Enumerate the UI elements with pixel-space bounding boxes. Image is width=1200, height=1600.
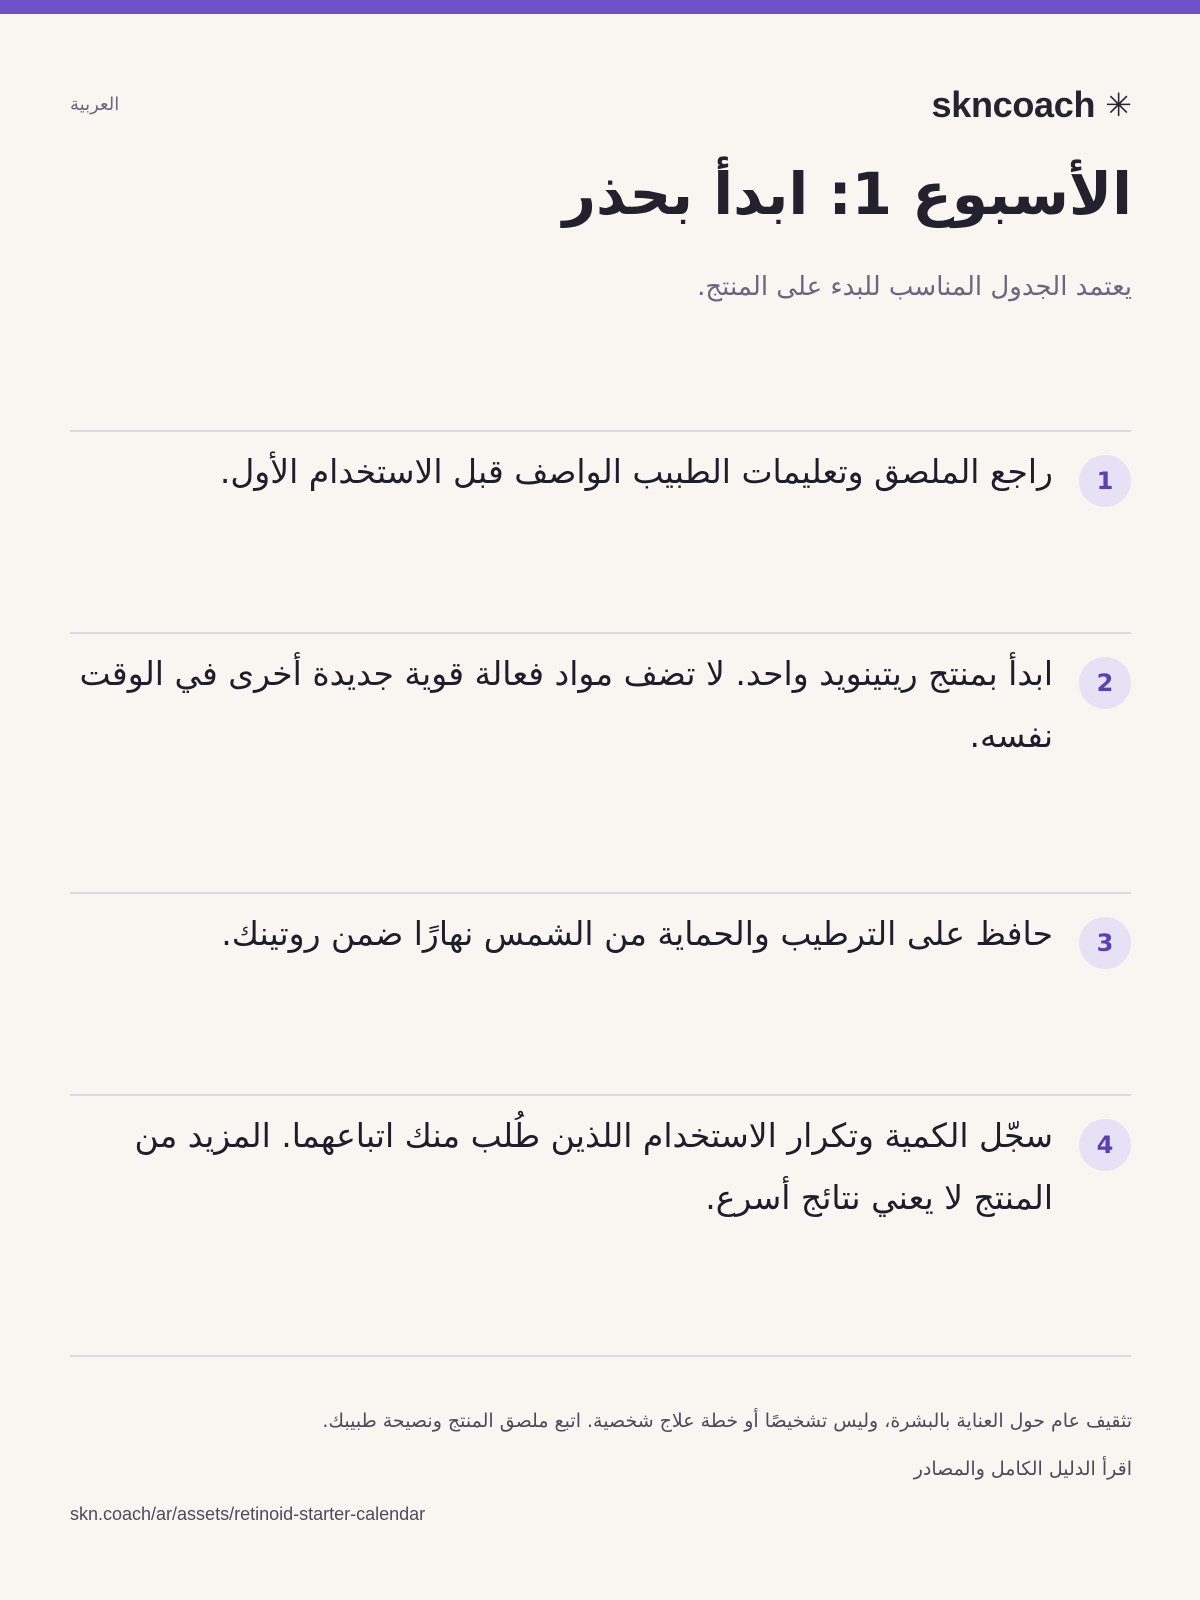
asterisk-logo-icon: ✳ [1105, 86, 1132, 124]
step-text: سجّل الكمية وتكرار الاستخدام اللذين طُلب منك اتباعهما. المزيد من المنتج لا يعني نتائج أسرع. [134, 1116, 1053, 1217]
brand-name: skncoach [931, 84, 1096, 125]
top-accent-bar [0, 0, 1200, 14]
step-number-badge: 4 [1079, 1119, 1131, 1171]
disclaimer-note: تثقيف عام حول العناية بالبشرة، وليس تشخيصًا أو خطة علاج شخصية. اتبع ملصق المنتج ونصيحة طبيبك. [322, 1410, 1132, 1432]
section-divider [70, 1094, 1131, 1096]
step-number-badge: 1 [1079, 455, 1131, 507]
page-subtitle: يعتمد الجدول المناسب للبدء على المنتج. [697, 272, 1132, 302]
step-text: ابدأ بمنتج ريتينويد واحد. لا تضف مواد فعالة قوية جديدة أخرى في الوقت نفسه. [79, 654, 1053, 755]
section-divider [70, 892, 1131, 894]
step-number-badge: 3 [1079, 917, 1131, 969]
step-number-badge: 2 [1079, 657, 1131, 709]
step-text: حافظ على الترطيب والحماية من الشمس نهارًا ضمن روتينك. [221, 914, 1053, 953]
brand-logo[interactable] [932, 84, 1133, 126]
page-url: skn.coach/ar/assets/retinoid-starter-calendar [70, 1504, 426, 1524]
language-label[interactable]: العربية [70, 94, 120, 115]
page-title: الأسبوع 1: ابدأ بحذر [562, 160, 1132, 228]
footer-divider [70, 1355, 1131, 1357]
full-guide-link[interactable]: اقرأ الدليل الكامل والمصادر [913, 1458, 1132, 1480]
section-divider [70, 632, 1131, 634]
step-text: راجع الملصق وتعليمات الطبيب الواصف قبل الاستخدام الأول. [219, 452, 1053, 491]
section-divider [70, 430, 1131, 432]
